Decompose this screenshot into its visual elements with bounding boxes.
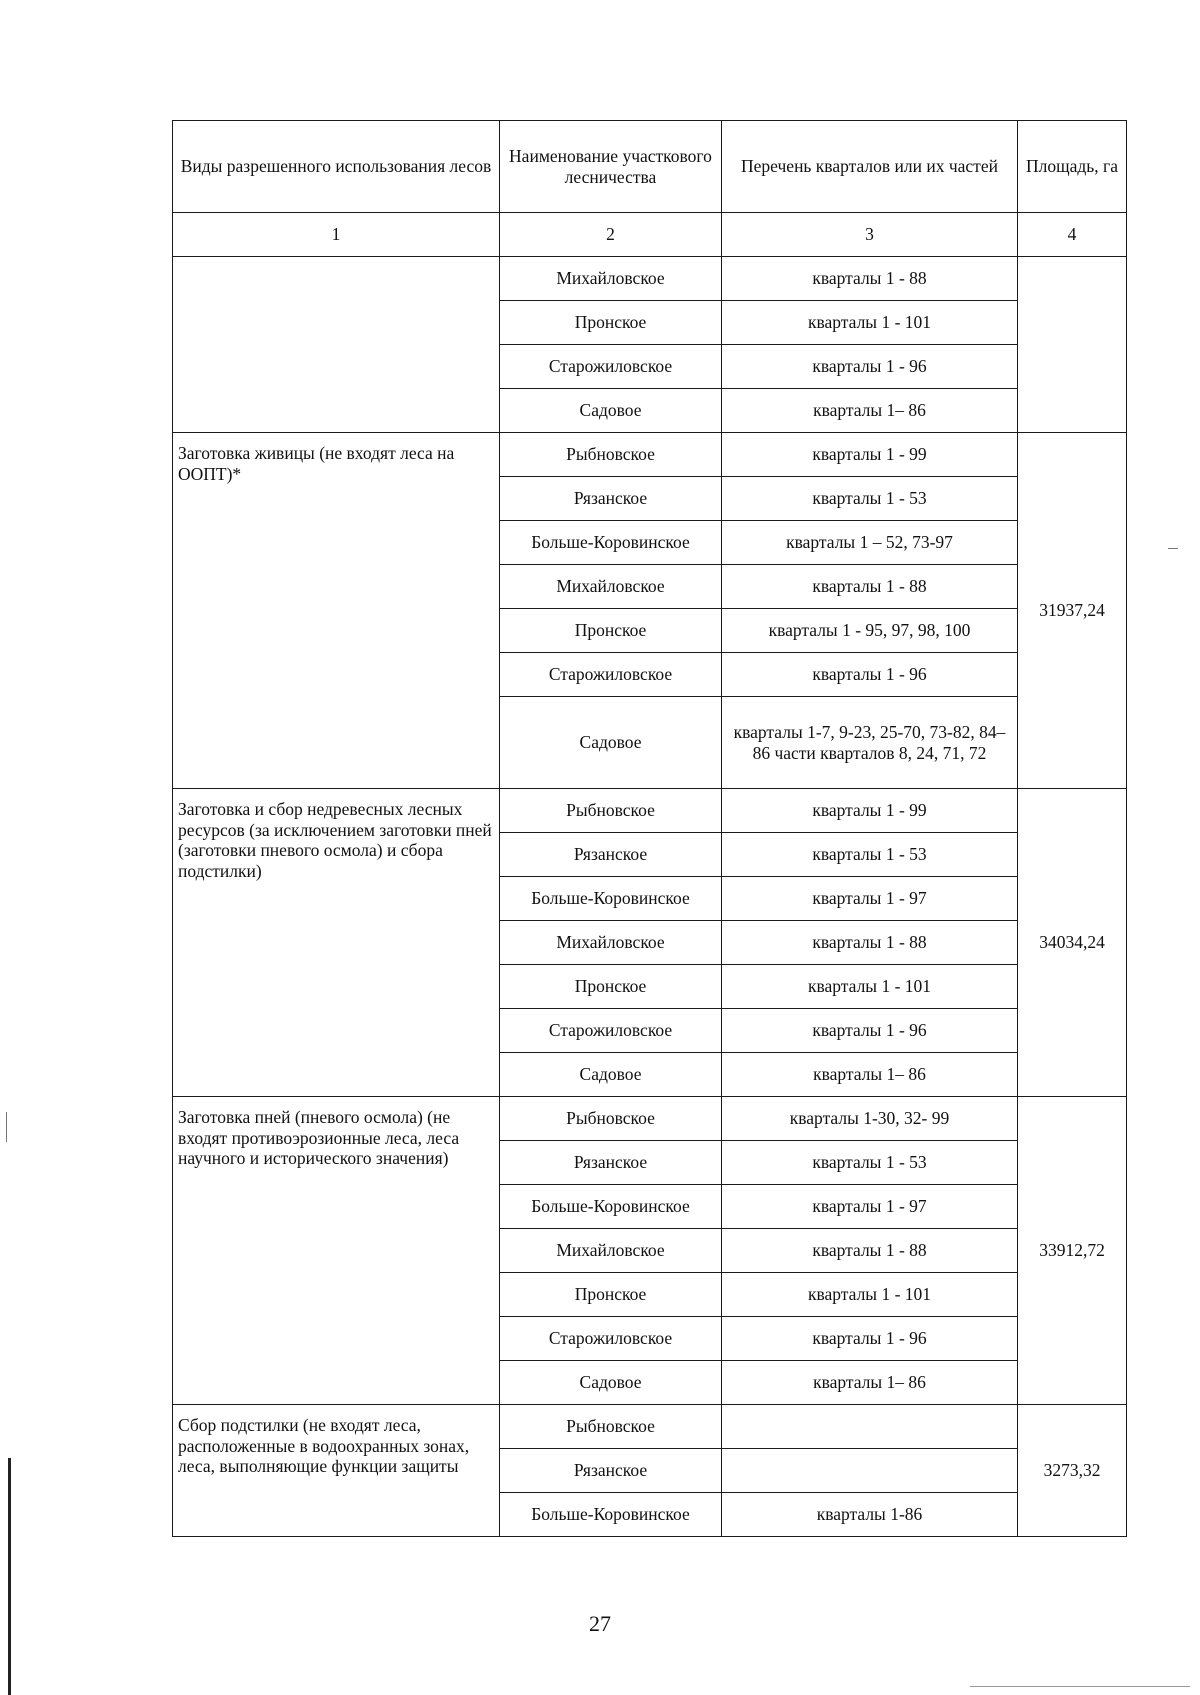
forestry-name-cell: Рыбновское — [500, 1097, 722, 1141]
forestry-name-cell: Рыбновское — [500, 789, 722, 833]
header-quarters-list: Перечень кварталов или их частей — [722, 121, 1018, 213]
area-cell: 3273,32 — [1018, 1405, 1127, 1537]
quarters-cell: кварталы 1 - 96 — [722, 1009, 1018, 1053]
forestry-name-cell: Михайловское — [500, 257, 722, 301]
quarters-cell: кварталы 1 - 101 — [722, 1273, 1018, 1317]
quarters-cell: кварталы 1 - 53 — [722, 1141, 1018, 1185]
quarters-cell: кварталы 1– 86 — [722, 1053, 1018, 1097]
quarters-cell: кварталы 1 – 52, 73-97 — [722, 521, 1018, 565]
table-row — [173, 257, 1127, 301]
quarters-cell: кварталы 1 - 96 — [722, 1317, 1018, 1361]
forestry-name-cell: Старожиловское — [500, 653, 722, 697]
forestry-name-cell: Садовое — [500, 1361, 722, 1405]
forestry-name-cell: Рязанское — [500, 477, 722, 521]
use-type-cell: Заготовка и сбор недревесных лесных ресурсов (за исключением заготовки пней (заготовки пневого осмола) и сбора подстилки) — [173, 789, 500, 1097]
quarters-cell: кварталы 1 - 88 — [722, 257, 1018, 301]
table-row — [173, 789, 1127, 833]
column-number: 4 — [1018, 213, 1127, 257]
scan-edge-dash — [6, 1112, 7, 1142]
forestry-name-cell: Садовое — [500, 389, 722, 433]
forestry-name-cell: Рыбновское — [500, 1405, 722, 1449]
forestry-name-cell: Больше-Коровинское — [500, 1493, 722, 1537]
header-row — [173, 121, 1127, 213]
page-number: 27 — [589, 1611, 611, 1636]
forestry-name-cell: Старожиловское — [500, 1009, 722, 1053]
forestry-name-cell: Пронское — [500, 965, 722, 1009]
use-type-cell: Сбор подстилки (не входят леса, расположенные в водоохранных зонах, леса, выполняющие функции защиты — [173, 1405, 500, 1537]
header-use-type: Виды разрешенного использования лесов — [173, 121, 500, 213]
scan-edge-dash — [1168, 548, 1178, 549]
forestry-name-cell: Рязанское — [500, 1141, 722, 1185]
table-body — [173, 257, 1127, 1537]
quarters-cell: кварталы 1 - 96 — [722, 345, 1018, 389]
quarters-cell: кварталы 1 - 97 — [722, 877, 1018, 921]
forestry-name-cell: Михайловское — [500, 1229, 722, 1273]
forestry-name-cell: Рязанское — [500, 833, 722, 877]
area-cell: 31937,24 — [1018, 433, 1127, 789]
quarters-cell: кварталы 1-7, 9-23, 25-70, 73-82, 84–86 части кварталов 8, 24, 71, 72 — [722, 697, 1018, 789]
quarters-cell: кварталы 1 - 96 — [722, 653, 1018, 697]
quarters-cell: кварталы 1 - 97 — [722, 1185, 1018, 1229]
use-type-cell: Заготовка живицы (не входят леса на ООПТ)* — [173, 433, 500, 789]
forestry-name-cell: Больше-Коровинское — [500, 877, 722, 921]
quarters-cell: кварталы 1 - 99 — [722, 433, 1018, 477]
column-number-row — [173, 213, 1127, 257]
quarters-cell: кварталы 1-86 — [722, 1493, 1018, 1537]
area-cell — [1018, 257, 1127, 433]
forestry-name-cell: Старожиловское — [500, 1317, 722, 1361]
quarters-cell: кварталы 1 - 53 — [722, 833, 1018, 877]
forestry-name-cell: Рыбновское — [500, 433, 722, 477]
quarters-cell — [722, 1405, 1018, 1449]
forestry-name-cell: Садовое — [500, 697, 722, 789]
quarters-cell: кварталы 1 - 101 — [722, 965, 1018, 1009]
quarters-cell: кварталы 1 - 95, 97, 98, 100 — [722, 609, 1018, 653]
scan-edge-dash — [970, 1686, 1190, 1687]
forestry-name-cell: Садовое — [500, 1053, 722, 1097]
forestry-name-cell: Михайловское — [500, 921, 722, 965]
quarters-cell: кварталы 1 - 88 — [722, 565, 1018, 609]
column-number: 2 — [500, 213, 722, 257]
column-number: 1 — [173, 213, 500, 257]
quarters-cell: кварталы 1 - 53 — [722, 477, 1018, 521]
quarters-cell: кварталы 1 - 101 — [722, 301, 1018, 345]
forestry-name-cell: Пронское — [500, 609, 722, 653]
column-number: 3 — [722, 213, 1018, 257]
quarters-cell — [722, 1449, 1018, 1493]
quarters-cell: кварталы 1– 86 — [722, 389, 1018, 433]
use-type-cell — [173, 257, 500, 433]
forestry-name-cell: Больше-Коровинское — [500, 1185, 722, 1229]
forestry-name-cell: Пронское — [500, 301, 722, 345]
quarters-cell: кварталы 1-30, 32- 99 — [722, 1097, 1018, 1141]
table-row — [173, 1405, 1127, 1449]
forestry-name-cell: Больше-Коровинское — [500, 521, 722, 565]
header-forestry-name: Наименование участкового лесничества — [500, 121, 722, 213]
table-row — [173, 1097, 1127, 1141]
area-cell: 34034,24 — [1018, 789, 1127, 1097]
quarters-cell: кварталы 1– 86 — [722, 1361, 1018, 1405]
forestry-name-cell: Старожиловское — [500, 345, 722, 389]
scan-edge-line — [8, 1458, 11, 1695]
quarters-cell: кварталы 1 - 99 — [722, 789, 1018, 833]
use-type-cell: Заготовка пней (пневого осмола) (не входят противоэрозионные леса, леса научного и исторического значения) — [173, 1097, 500, 1405]
area-cell: 33912,72 — [1018, 1097, 1127, 1405]
table-row — [173, 433, 1127, 477]
forestry-name-cell: Пронское — [500, 1273, 722, 1317]
quarters-cell: кварталы 1 - 88 — [722, 921, 1018, 965]
forestry-name-cell: Рязанское — [500, 1449, 722, 1493]
quarters-cell: кварталы 1 - 88 — [722, 1229, 1018, 1273]
forestry-name-cell: Михайловское — [500, 565, 722, 609]
header-area: Площадь, га — [1018, 121, 1127, 213]
forest-use-table — [172, 120, 1127, 1537]
